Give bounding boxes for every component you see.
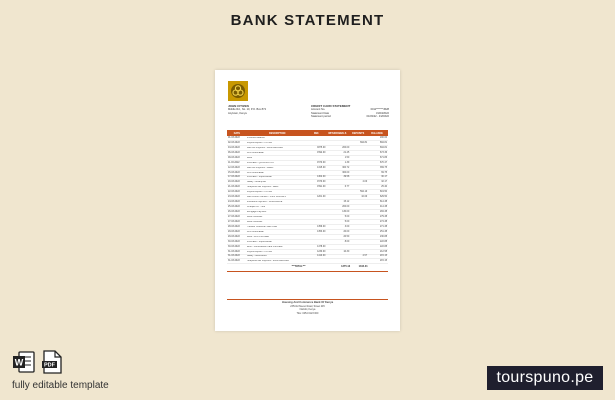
cell-date: 12-03-2022 bbox=[228, 166, 240, 169]
cell-balance: 369.75 bbox=[379, 166, 387, 169]
cell-balance: 222.88 bbox=[379, 245, 387, 248]
account-holder-address bbox=[228, 105, 266, 115]
cell-ref: 1410.00 bbox=[317, 255, 326, 258]
cell-date: 11-03-2022 bbox=[228, 161, 240, 164]
table-body bbox=[227, 136, 388, 264]
divider bbox=[227, 271, 388, 272]
cell-description: Fees - ATM Purchase bbox=[246, 235, 269, 238]
cell-description: Web Bill Payment - MASTERCARD bbox=[246, 146, 284, 149]
cell-date: 15-03-2022 bbox=[228, 171, 240, 174]
cell-balance: 414.38 bbox=[379, 206, 387, 209]
cell-withdrawal: 1.50 bbox=[344, 156, 350, 159]
cell-deposit: 2.00 bbox=[362, 181, 368, 184]
cell-balance: 274.38 bbox=[379, 220, 387, 223]
cell-withdrawal: 8.00 bbox=[344, 240, 350, 243]
cell-withdrawal: 20.00 bbox=[343, 230, 350, 233]
info-label: Statement Date bbox=[311, 111, 330, 115]
cell-balance: 629.50 bbox=[379, 196, 387, 199]
footer-line: Nairobi, Kenya bbox=[299, 308, 316, 311]
cell-balance: 32.17 bbox=[381, 181, 387, 184]
bank-logo-icon bbox=[228, 81, 248, 101]
cell-description: Rent - Personal/Bill Card Purchase bbox=[246, 245, 283, 248]
cell-date: 21-03-2022 bbox=[228, 186, 240, 189]
address-line: Middle Rd., No. 10, P.O. Box 872 bbox=[228, 108, 267, 112]
cell-description: Purchase - Supermarket bbox=[246, 240, 272, 243]
cell-description: Transfer Customer Gas Order bbox=[246, 225, 278, 228]
cell-date: 29-03-2022 bbox=[228, 230, 240, 233]
cell-balance: 230.88 bbox=[379, 235, 387, 238]
cell-balance: 694.81 bbox=[379, 146, 387, 149]
cell-balance: 212.58 bbox=[379, 250, 387, 253]
cell-balance: 222.88 bbox=[379, 240, 387, 243]
cell-ref: 1478.00 bbox=[317, 245, 326, 248]
cell-date: 04-03-2022 bbox=[228, 146, 240, 149]
cell-balance: 271.38 bbox=[379, 225, 387, 228]
statement-title: CREDIT CARD STATEMENT bbox=[311, 104, 351, 108]
cell-description: Telephone Bill Payment - MASTERCARD bbox=[246, 260, 290, 263]
cell-balance: 69.75 bbox=[381, 171, 387, 174]
cell-withdrawal: 5.00 bbox=[344, 215, 350, 218]
cell-date: 02-03-2022 bbox=[228, 141, 240, 144]
bank-name: Housing And Commerce Bank Of Kenya bbox=[281, 301, 334, 304]
cell-description: ATM Withdrawal bbox=[246, 171, 264, 174]
cell-withdrawal: 200.00 bbox=[342, 206, 350, 209]
cell-withdrawal: 39.58 bbox=[343, 176, 350, 179]
cell-description: Payroll Deposit - HOTEL bbox=[246, 250, 273, 253]
header-date: DATE bbox=[233, 131, 241, 135]
cell-balance: 619.50 bbox=[379, 191, 387, 194]
cell-description: Payroll Deposit - HOTEL bbox=[246, 141, 273, 144]
divider bbox=[227, 299, 388, 300]
cell-ref: 1570.00 bbox=[317, 181, 326, 184]
cell-date: 01-03-2022 bbox=[228, 136, 240, 139]
cell-deposit: 694.81 bbox=[360, 141, 368, 144]
info-value: 31/03/2022 bbox=[376, 111, 389, 115]
table-total-row bbox=[227, 264, 388, 269]
cell-description: Previous Balance bbox=[246, 136, 265, 139]
cell-withdrawal: 20.50 bbox=[343, 235, 350, 238]
cell-withdrawal: 300.72 bbox=[342, 166, 350, 169]
cell-description: Web Funds Transfer - From SAVINGS bbox=[246, 196, 286, 199]
total-deposits: 1344.01 bbox=[358, 265, 368, 269]
svg-text:W: W bbox=[14, 357, 24, 368]
cell-date: 26-03-2022 bbox=[228, 211, 240, 214]
cell-ref: 1315.00 bbox=[317, 166, 326, 169]
cell-balance: 670.47 bbox=[379, 161, 387, 164]
total-label: ***TOTAL*** bbox=[291, 265, 306, 269]
cell-date: 17-03-2022 bbox=[228, 176, 240, 179]
cell-withdrawal: 5.00 bbox=[344, 220, 350, 223]
cell-withdrawal: 130.00 bbox=[342, 211, 350, 214]
cell-date: 24-03-2022 bbox=[228, 201, 240, 204]
cell-balance: 215.15 bbox=[379, 260, 387, 263]
cell-description: ATM Withdrawal bbox=[246, 230, 264, 233]
cell-ref: 9375.00 bbox=[317, 146, 326, 149]
cell-date: 06-03-2022 bbox=[228, 151, 240, 154]
cell-balance: 200.00 bbox=[379, 136, 387, 139]
cell-ref: 1359.00 bbox=[317, 225, 326, 228]
statement-info-row bbox=[311, 115, 389, 118]
cell-description: Insurance Payment - INSURANCE bbox=[246, 201, 283, 204]
cell-balance: 25.40 bbox=[381, 186, 387, 189]
header-withdrawals: WITHDRAWALS bbox=[328, 131, 347, 135]
cell-date: 28-03-2022 bbox=[228, 225, 240, 228]
cell-withdrawal: 3.00 bbox=[344, 225, 350, 228]
cell-withdrawal: 300.00 bbox=[342, 171, 350, 174]
cell-deposit: 10.00 bbox=[361, 196, 368, 199]
cell-description: Purchase - Supermarket bbox=[246, 176, 272, 179]
total-withdrawals: 1375.13 bbox=[341, 265, 351, 269]
cell-balance: 251.38 bbox=[379, 230, 387, 233]
info-value: 01/03/22 - 31/03/22 bbox=[366, 115, 389, 119]
svg-text:PDF: PDF bbox=[44, 362, 55, 369]
cell-date: 27-03-2022 bbox=[228, 220, 240, 223]
cell-date: 20-03-2022 bbox=[228, 181, 240, 184]
cell-date: 22-03-2022 bbox=[228, 191, 240, 194]
cell-description: Fees bbox=[246, 156, 252, 159]
header-ref: REF. bbox=[313, 131, 320, 135]
cell-withdrawal: 10.30 bbox=[343, 250, 350, 253]
cell-balance: 284.38 bbox=[379, 211, 387, 214]
cell-balance: 894.81 bbox=[379, 141, 387, 144]
cell-description: Mortgage Payment bbox=[246, 211, 267, 214]
cell-ref: 1353.00 bbox=[317, 230, 326, 233]
pdf-doc-icon bbox=[40, 350, 62, 374]
cell-date: 29-03-2022 bbox=[228, 235, 240, 238]
cell-ref: 1302.00 bbox=[317, 176, 326, 179]
cell-ref: 1201.00 bbox=[317, 196, 326, 199]
brand-badge[interactable]: tourspuno.pe bbox=[487, 366, 603, 390]
word-doc-icon bbox=[12, 350, 34, 374]
cell-balance: 673.36 bbox=[379, 151, 387, 154]
cell-description: Salary - EMPRESA bbox=[246, 255, 267, 258]
cell-ref: 1570.00 bbox=[317, 161, 326, 164]
header-description: DESCRIPTION bbox=[269, 131, 286, 135]
cell-description: Cheque No. - 409 bbox=[246, 206, 266, 209]
cell-balance: 671.86 bbox=[379, 156, 387, 159]
cell-withdrawal: 200.00 bbox=[342, 146, 350, 149]
cell-description: Web Bill Payment - AMEX bbox=[246, 166, 274, 169]
cell-date: 09-03-2022 bbox=[228, 156, 240, 159]
cell-ref: 1592.00 bbox=[317, 151, 326, 154]
format-icons bbox=[12, 350, 62, 374]
cell-withdrawal: 6.77 bbox=[344, 186, 350, 189]
statement-info bbox=[311, 105, 389, 119]
cell-balance: 279.38 bbox=[379, 215, 387, 218]
cell-balance: 30.17 bbox=[381, 176, 387, 179]
cell-date: 31-03-2022 bbox=[228, 260, 240, 263]
cell-description: Fees Overdraft bbox=[246, 215, 263, 218]
footer-line: 2354 El Nuevo Road, Street 245 bbox=[290, 304, 325, 308]
cell-description: Telephone Bill Payment - BELL bbox=[246, 186, 279, 189]
cell-ref: 1591.00 bbox=[317, 186, 326, 189]
statement-document bbox=[215, 70, 400, 331]
caption-text: fully editable template bbox=[12, 380, 109, 391]
cell-description: Purchase - QUICKPAY.CO bbox=[246, 161, 274, 164]
cell-withdrawal: 15.12 bbox=[343, 201, 350, 204]
page-title: BANK STATEMENT bbox=[230, 12, 385, 29]
cell-description: Payroll Deposit - HOTEL bbox=[246, 191, 273, 194]
cell-date: 30-03-2022 bbox=[228, 240, 240, 243]
cell-withdrawal: 21.45 bbox=[343, 151, 350, 154]
header-balance: BALANCE bbox=[371, 131, 383, 135]
cell-description: Fees Overdraft bbox=[246, 220, 263, 223]
holder-name: JOHN CITIZEN bbox=[228, 104, 249, 108]
cell-deposit: 594.10 bbox=[360, 191, 368, 194]
cell-balance: 215.15 bbox=[379, 255, 387, 258]
header-deposits: DEPOSITS bbox=[352, 131, 365, 135]
cell-date: 25-03-2022 bbox=[228, 206, 240, 209]
cell-date: 31-03-2022 bbox=[228, 255, 240, 258]
bank-footer bbox=[227, 301, 388, 315]
cell-deposit: 2.57 bbox=[362, 255, 368, 258]
transactions-table bbox=[227, 130, 388, 269]
footer-line: TEL: 0254 0123 000 bbox=[296, 311, 319, 315]
info-label: Statement period bbox=[311, 115, 331, 119]
cell-balance: 614.38 bbox=[379, 201, 387, 204]
cell-ref: 1230.00 bbox=[317, 250, 326, 253]
cell-date: 31-03-2022 bbox=[228, 250, 240, 253]
cell-date: 23-03-2022 bbox=[228, 196, 240, 199]
info-label: Account No. bbox=[311, 108, 326, 112]
cell-description: Salary - Enterprise bbox=[246, 181, 266, 184]
info-value: 0011*******4528 bbox=[370, 108, 389, 112]
cell-date: 30-03-2022 bbox=[228, 245, 240, 248]
cell-description: ATM Withdrawal bbox=[246, 151, 264, 154]
cell-date: 27-03-2022 bbox=[228, 215, 240, 218]
cell-withdrawal: 1.39 bbox=[344, 161, 350, 164]
address-line: Anytown, Kenya bbox=[228, 111, 247, 115]
